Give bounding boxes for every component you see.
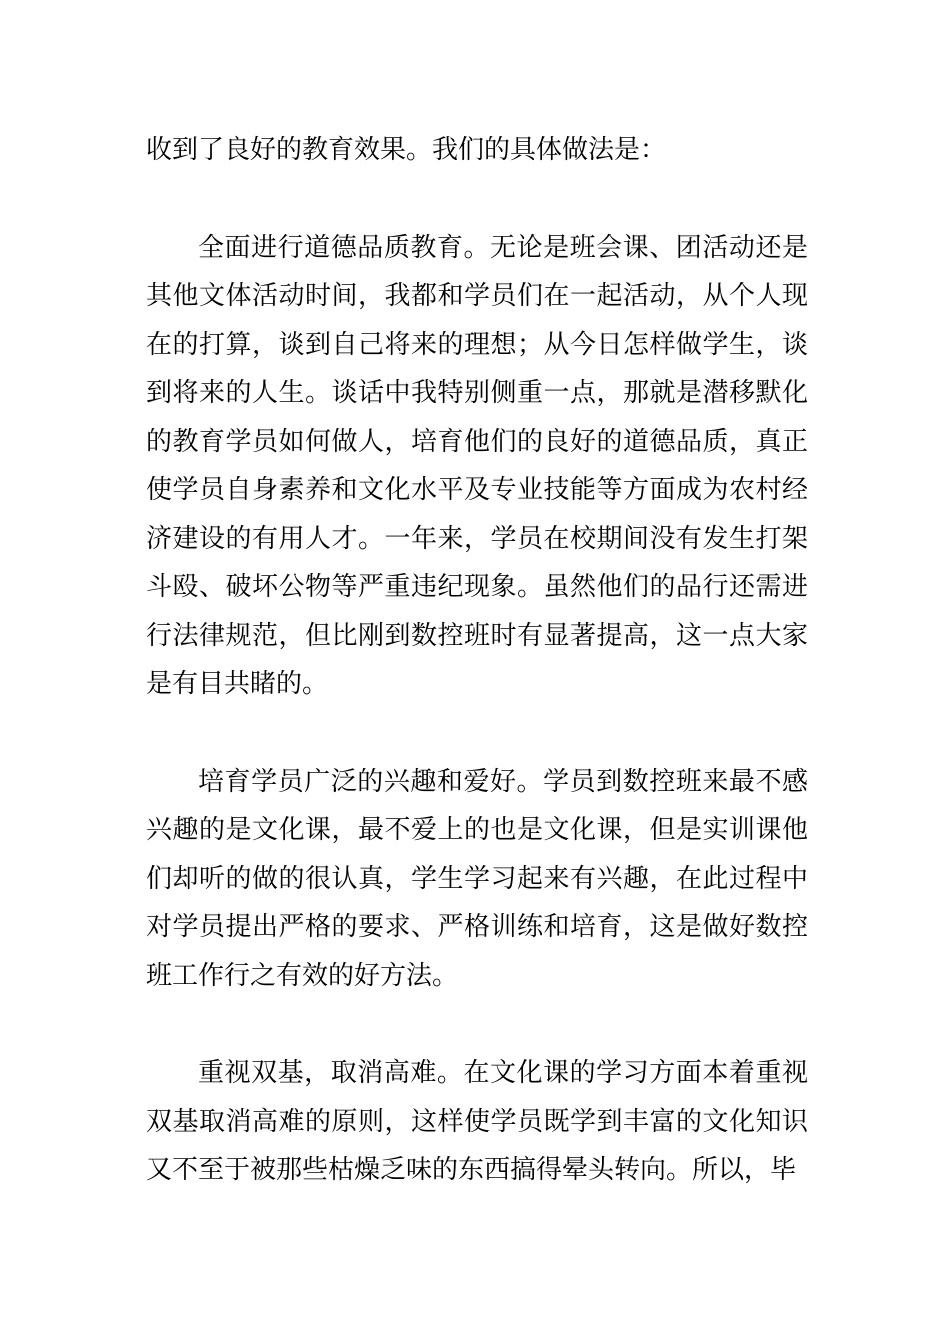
document-body [146,126,808,1195]
paragraph-gap [146,175,808,224]
paragraph-gap [146,1000,808,1049]
paragraph-moral-education: 全面进行道德品质教育。无论是班会课、团活动还是其他文体活动时间，我都和学员们在一起活动，从个人现在的打算，谈到自己将来的理想；从今日怎样做学生，谈到将来的人生。谈话中我特别侧重一点，那就是潜移默化的教育学员如何做人，培育他们的良好的道德品质，真正使学员自身素养和文化水平及专业技能等方面成为农村经济建设的有用人才。一年来，学员在校期间没有发生打架斗殴、破坏公物等严重违纪现象。虽然他们的品行还需进行法律规范，但比刚到数控班时有显著提高，这一点大家是有目共睹的。 [146,232,808,699]
paragraph-interests: 培育学员广泛的兴趣和爱好。学员到数控班来最不感兴趣的是文化课，最不爱上的也是文化课，但是实训课他们却听的做的很认真，学生学习起来有兴趣，在此过程中对学员提出严格的要求、严格训练和培育，这是做好数控班工作行之有效的好方法。 [146,766,808,991]
paragraph-basics: 重视双基，取消高难。在文化课的学习方面本着重视双基取消高难的原则，这样使学员既学到丰富的文化知识又不至于被那些枯燥乏味的东西搞得晕头转向。所以，毕 [146,1058,808,1185]
paragraph-continuation: 收到了良好的教育效果。我们的具体做法是： [146,135,667,165]
paragraph-gap [146,709,808,758]
